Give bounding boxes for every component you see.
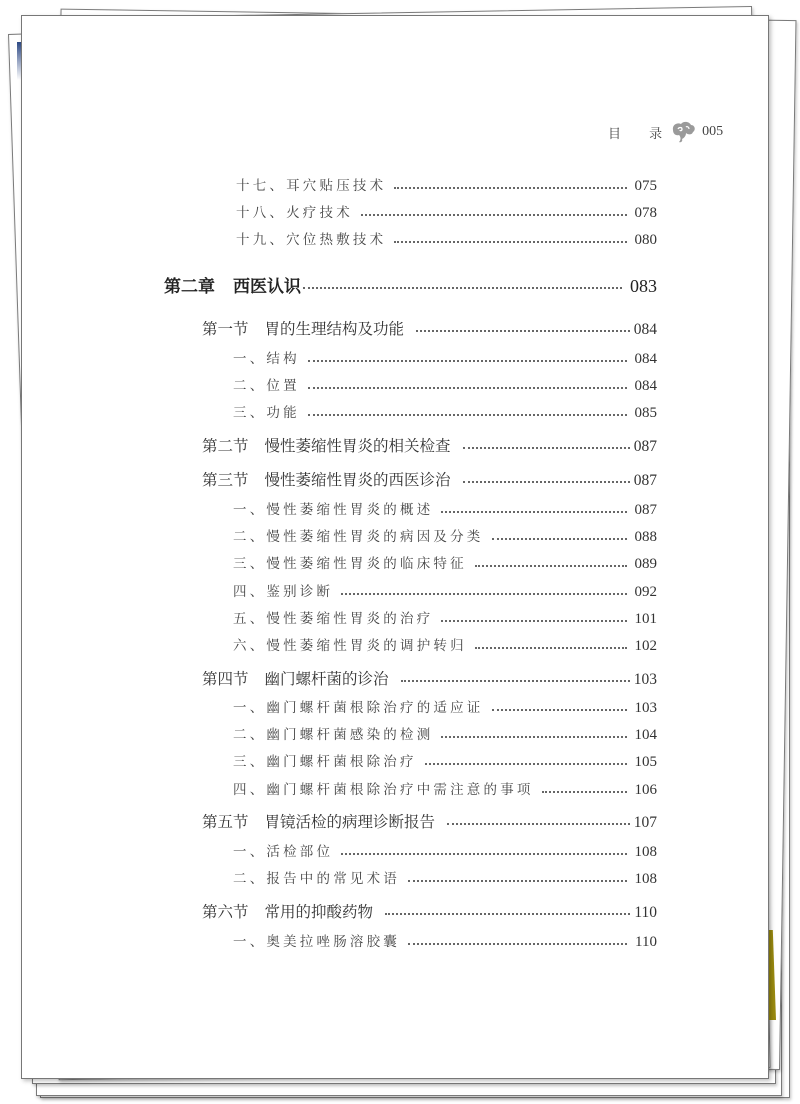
dot-leader — [361, 214, 627, 216]
dot-leader — [308, 360, 627, 362]
dot-leader — [475, 647, 627, 649]
toc-item-label: 十九、穴位热敷技术 — [236, 232, 387, 248]
toc-item[interactable] — [233, 840, 657, 861]
section-number: 第二节 — [202, 437, 249, 455]
dot-leader — [441, 620, 626, 622]
toc-item-label: 二、慢性萎缩性胃炎的病因及分类 — [233, 529, 484, 545]
toc-item[interactable] — [233, 778, 657, 799]
toc-page-number: 080 — [634, 232, 657, 248]
toc-page-number: 084 — [634, 351, 657, 367]
toc-item[interactable] — [233, 750, 657, 771]
dot-leader — [408, 880, 627, 882]
section-title: 常用的抑酸药物 — [264, 903, 374, 921]
dot-leader — [341, 853, 626, 855]
toc-item[interactable] — [236, 201, 657, 222]
toc-item-label: 二、报告中的常见术语 — [233, 871, 400, 887]
toc-page-number: 103 — [633, 671, 657, 688]
toc-item-label: 十七、耳穴贴压技术 — [236, 178, 387, 194]
toc-chapter[interactable] — [164, 272, 657, 297]
toc-section[interactable] — [202, 900, 657, 922]
dot-leader — [303, 287, 622, 289]
toc-item[interactable] — [233, 930, 657, 951]
toc-item-label: 一、奥美拉唑肠溶胶囊 — [233, 934, 400, 950]
toc-item[interactable] — [236, 174, 657, 195]
toc-page-number: 104 — [634, 727, 657, 743]
toc-item-label: 二、幽门螺杆菌感染的检测 — [233, 727, 434, 743]
dot-leader — [408, 943, 627, 945]
toc-page-number: 106 — [634, 782, 657, 798]
toc-page-number: 110 — [634, 904, 657, 921]
toc-item-label: 六、慢性萎缩性胃炎的调护转归 — [233, 638, 467, 654]
section-title: 慢性萎缩性胃炎的西医诊治 — [264, 471, 451, 489]
section-number: 第四节 — [202, 670, 249, 688]
toc-section[interactable] — [202, 434, 657, 456]
dot-leader — [425, 763, 627, 765]
dot-leader — [341, 593, 626, 595]
toc-item[interactable] — [233, 696, 657, 717]
toc-item[interactable] — [233, 867, 657, 888]
auspicious-cloud-icon — [670, 120, 696, 144]
toc-item[interactable] — [233, 498, 657, 519]
dot-leader — [492, 538, 627, 540]
toc-page-number: 087 — [633, 438, 657, 455]
toc-item-label: 一、幽门螺杆菌根除治疗的适应证 — [233, 700, 484, 716]
dot-leader — [394, 187, 626, 189]
toc-section[interactable] — [202, 468, 657, 490]
dot-leader — [492, 709, 627, 711]
dot-leader — [463, 447, 630, 449]
toc-item-label: 二、位置 — [233, 378, 300, 394]
section-number: 第五节 — [202, 813, 249, 831]
toc-item-label: 一、慢性萎缩性胃炎的概述 — [233, 502, 434, 518]
toc-item[interactable] — [233, 580, 657, 601]
toc-section[interactable] — [202, 667, 657, 689]
dot-leader — [441, 511, 626, 513]
toc-page-number: 107 — [633, 814, 657, 831]
running-header — [608, 120, 723, 144]
toc-page-number: 105 — [634, 754, 657, 770]
dot-leader — [394, 241, 626, 243]
dot-leader — [475, 565, 627, 567]
toc-item[interactable] — [233, 525, 657, 546]
section-number: 第一节 — [202, 320, 249, 338]
toc-item[interactable] — [236, 228, 657, 249]
dot-leader — [463, 481, 630, 483]
toc-item[interactable] — [233, 634, 657, 655]
toc-page-number: 085 — [634, 405, 657, 421]
toc-page-number: 088 — [634, 529, 657, 545]
toc-page-number: 103 — [634, 700, 657, 716]
toc-item[interactable] — [233, 607, 657, 628]
toc-page-number: 102 — [634, 638, 657, 654]
chapter-title: 西医认识 — [233, 277, 301, 297]
toc-section[interactable] — [202, 810, 657, 832]
toc-page-number: 087 — [633, 472, 657, 489]
section-title: 慢性萎缩性胃炎的相关检查 — [264, 437, 451, 455]
toc-item-label: 十八、火疗技术 — [236, 205, 353, 221]
toc-item-label: 三、慢性萎缩性胃炎的临床特征 — [233, 556, 467, 572]
toc-item-label: 五、慢性萎缩性胃炎的治疗 — [233, 611, 434, 627]
section-title: 胃镜活检的病理诊断报告 — [264, 813, 436, 831]
toc-item[interactable] — [233, 401, 657, 422]
dot-leader — [416, 330, 630, 332]
dot-leader — [401, 680, 630, 682]
toc-page-number: 084 — [633, 321, 657, 338]
toc-page-number: 108 — [634, 844, 657, 860]
toc-item[interactable] — [233, 347, 657, 368]
toc-page-number: 075 — [634, 178, 657, 194]
toc-page-number: 092 — [634, 584, 657, 600]
toc-page-number: 084 — [634, 378, 657, 394]
dot-leader — [385, 913, 630, 915]
toc-item-label: 四、幽门螺杆菌根除治疗中需注意的事项 — [233, 782, 534, 798]
section-number: 第六节 — [202, 903, 249, 921]
toc-page-number: 078 — [634, 205, 657, 221]
dot-leader — [308, 387, 627, 389]
page-number: 005 — [702, 124, 724, 139]
dot-leader — [542, 791, 627, 793]
toc-item[interactable] — [233, 723, 657, 744]
section-title: 胃的生理结构及功能 — [264, 320, 405, 338]
chapter-number: 第二章 — [164, 277, 215, 297]
toc-page-number: 110 — [635, 934, 657, 950]
toc-page-number: 108 — [634, 871, 657, 887]
toc-page-number: 089 — [634, 556, 657, 572]
toc-item-label: 四、鉴别诊断 — [233, 584, 334, 600]
toc-page-number: 101 — [634, 611, 657, 627]
dot-leader — [308, 414, 627, 416]
toc-item-label: 三、幽门螺杆菌根除治疗 — [233, 754, 417, 770]
header-section-label: 目 录 — [608, 126, 675, 142]
section-number: 第三节 — [202, 471, 249, 489]
toc-section[interactable] — [202, 317, 657, 339]
toc-item-label: 三、功能 — [233, 405, 300, 421]
toc-item[interactable] — [233, 374, 657, 395]
toc-item-label: 一、结构 — [233, 351, 300, 367]
section-title: 幽门螺杆菌的诊治 — [264, 670, 389, 688]
toc-item[interactable] — [233, 552, 657, 573]
toc-page-number: 083 — [630, 276, 657, 296]
toc-item-label: 一、活检部位 — [233, 844, 334, 860]
dot-leader — [447, 823, 630, 825]
toc-page-number: 087 — [634, 502, 657, 518]
dot-leader — [441, 736, 626, 738]
